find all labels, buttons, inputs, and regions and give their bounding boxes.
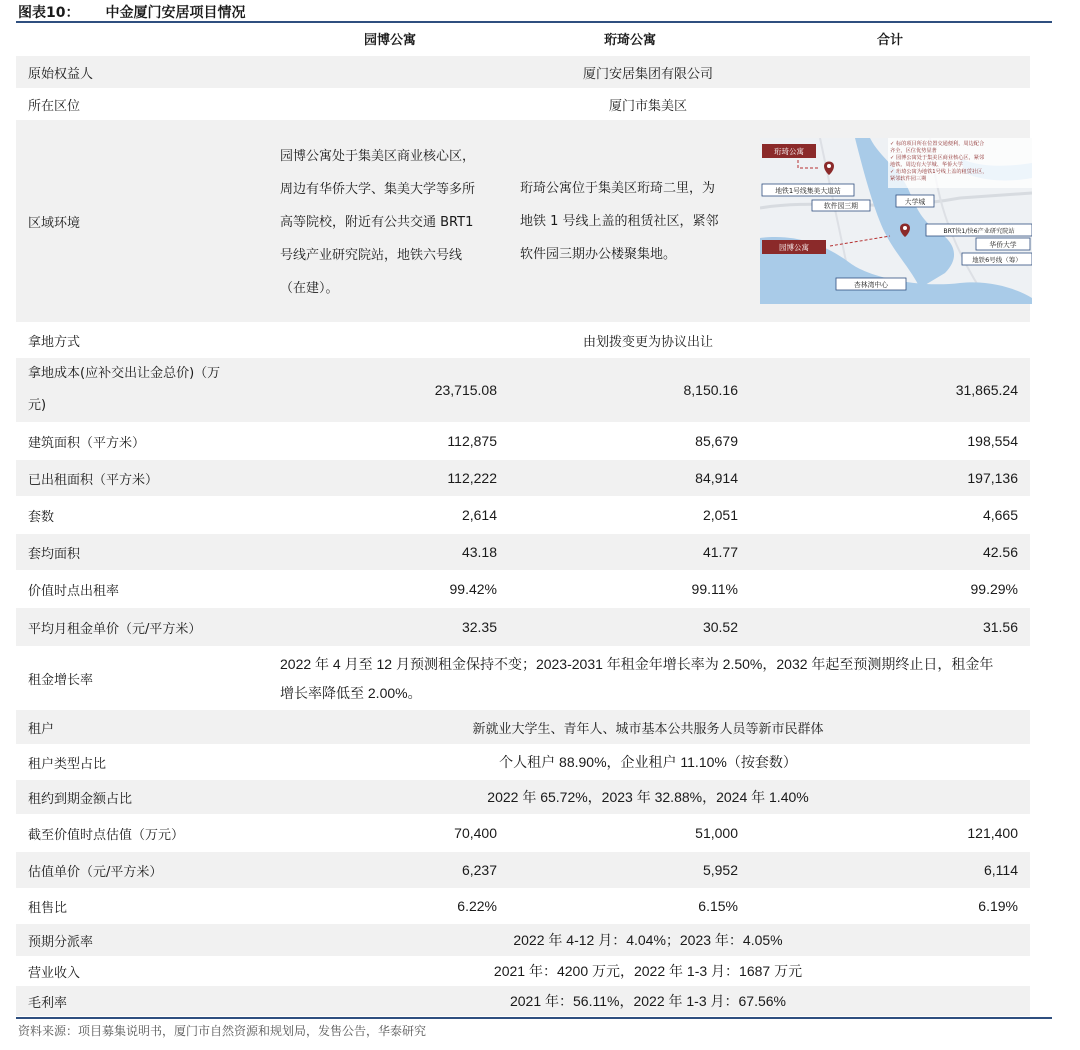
- desc-line: 周边有华侨大学、集美大学等多所: [280, 182, 476, 197]
- row-label: 租约到期金额占比: [28, 791, 133, 807]
- bottom-rule: [16, 1017, 1052, 1019]
- cell-yuanbo: 2,614: [461, 507, 497, 523]
- col-header-hengqi: 珩琦公寓: [603, 33, 656, 48]
- location-map: [760, 138, 1032, 304]
- rent-growth-line2: 增长率降低至 2.00%。: [280, 685, 422, 701]
- cell-hengqi: 99.11%: [691, 581, 738, 597]
- table-row-avg-rent: [16, 608, 1030, 646]
- table-row-rent-sale-ratio: [16, 888, 1030, 924]
- desc-line: 珩琦公寓位于集美区珩琦二里，为: [520, 181, 716, 196]
- cell-yuanbo: 32.35: [461, 619, 497, 635]
- table-row-land-method: [16, 322, 1030, 358]
- row-label: 预期分派率: [28, 934, 94, 950]
- table-row-tenants: [16, 710, 1030, 744]
- yuanbo-description: [280, 140, 510, 305]
- cell-total: 31,865.24: [955, 382, 1018, 398]
- cell-total: 31.56: [982, 619, 1018, 635]
- row-value: 2021 年：4200 万元，2022 年 1-3 月：1687 万元: [493, 963, 803, 979]
- table-row-avg-unit-area: [16, 534, 1030, 570]
- cell-hengqi: 85,679: [695, 433, 738, 449]
- col-header-yuanbo: 园博公寓: [363, 33, 416, 48]
- table-row-district: [16, 88, 1030, 120]
- map-label-yuanbo: 园博公寓: [779, 243, 809, 252]
- cell-yuanbo: 6.22%: [457, 898, 497, 914]
- map-label-xinglin: 杏林湾中心: [854, 281, 888, 289]
- desc-line: 软件园三期办公楼聚集地。: [520, 247, 677, 262]
- map-label-software-park: 软件园三期: [824, 202, 858, 210]
- table-row-rent-growth: [16, 646, 1030, 710]
- row-label: 原始权益人: [28, 66, 94, 82]
- hengqi-description: [520, 172, 750, 271]
- row-label: 租金增长率: [28, 672, 94, 688]
- cell-total: 197,136: [967, 470, 1018, 486]
- row-value: 2021 年：56.11%，2022 年 1-3 月：67.56%: [509, 993, 786, 1009]
- row-value: 厦门市集美区: [608, 98, 687, 114]
- row-label: 价值时点出租率: [28, 583, 120, 599]
- desc-line: 高等院校，附近有公共交通 BRT1: [280, 215, 474, 230]
- row-label: 营业收入: [28, 965, 81, 981]
- table-row-land-cost: [16, 358, 1030, 422]
- table-row-units: [16, 496, 1030, 534]
- map-label-brt: BRT快1/快6产业研究院站: [943, 228, 1015, 235]
- col-header-total: 合计: [876, 33, 903, 48]
- row-label: 建筑面积（平方米）: [28, 435, 146, 451]
- cell-yuanbo: 112,875: [447, 433, 497, 449]
- table-row-occupancy: [16, 570, 1030, 608]
- cell-hengqi: 5,952: [702, 862, 738, 878]
- row-value: 个人租户 88.90%，企业租户 11.10%（按套数）: [499, 754, 797, 770]
- row-label-line2: 元): [28, 398, 47, 413]
- desc-line: 地铁 1 号线上盖的租赁社区，紧邻: [520, 214, 719, 229]
- map-label-university-town: 大学城: [904, 198, 926, 206]
- cell-total: 6,114: [984, 862, 1018, 878]
- cell-yuanbo: 43.18: [461, 544, 497, 560]
- table-row-lease-expiry: [16, 780, 1030, 814]
- rent-growth-line1: 2022 年 4 月至 12 月预测租金保持不变；2023-2031 年租金年增长率为 2.50%，2032 年起至预测期终止日，租金年: [280, 656, 994, 672]
- top-rule: [16, 21, 1052, 23]
- cell-hengqi: 30.52: [702, 619, 738, 635]
- row-label: 套数: [28, 509, 55, 525]
- row-label: 估值单价（元/平方米）: [28, 864, 163, 880]
- cell-total: 99.29%: [970, 581, 1018, 597]
- table-row-revenue: [16, 956, 1030, 986]
- row-label: 拿地方式: [28, 334, 81, 350]
- desc-line: （在建）。: [280, 281, 339, 296]
- figure-title-text: 中金厦门安居项目情况: [105, 5, 246, 21]
- cell-hengqi: 8,150.16: [683, 382, 738, 398]
- map-label-hengqi: 珩琦公寓: [774, 147, 804, 156]
- cell-total: 198,554: [967, 433, 1018, 449]
- row-label: 区域环境: [28, 215, 81, 231]
- row-label: 套均面积: [28, 546, 81, 562]
- map-label-metro6: 地铁6号线（筹）: [972, 256, 1022, 264]
- table-row-tenant-type: [16, 744, 1030, 780]
- cell-yuanbo: 112,222: [447, 470, 497, 486]
- row-value: 2022 年 65.72%，2023 年 32.88%，2024 年 1.40%: [487, 789, 809, 805]
- row-label: 毛利率: [28, 995, 68, 1011]
- cell-total: 42.56: [982, 544, 1018, 560]
- table-row-original-owner: [16, 56, 1030, 88]
- cell-hengqi: 6.15%: [698, 898, 738, 914]
- row-value: 2022 年 4-12 月：4.04%；2023 年：4.05%: [513, 932, 783, 948]
- desc-line: 园博公寓处于集美区商业核心区，: [280, 149, 476, 164]
- row-value: 厦门安居集团有限公司: [582, 66, 713, 82]
- table-row-building-area: [16, 422, 1030, 460]
- cell-hengqi: 51,000: [695, 825, 738, 841]
- table-row-unit-valuation: [16, 852, 1030, 888]
- row-label: 截至价值时点估值（万元）: [28, 827, 185, 843]
- desc-line: 号线产业研究院站，地铁六号线: [280, 248, 463, 263]
- cell-total: 4,665: [982, 507, 1018, 523]
- map-notes: ✓ 标的项目所在位置交通便利，周边配合 齐全，区位优势显著 ✓ 园博公寓处于集美区商业核心区，紧邻 地铁、周边有大学城、华侨大学 ✓ 珩琦公寓为地铁1号线上盖的租赁社区， 紧邻软件园三期: [890, 141, 988, 182]
- map-label-huaqiao: 华侨大学: [989, 241, 1017, 249]
- table-row-distribution: [16, 924, 1030, 956]
- cell-yuanbo: 23,715.08: [434, 382, 497, 398]
- row-label: 租户: [28, 721, 55, 737]
- cell-hengqi: 84,914: [695, 470, 738, 486]
- table-row-leased-area: [16, 460, 1030, 496]
- cell-yuanbo: 70,400: [454, 825, 497, 841]
- table-row-valuation: [16, 814, 1030, 852]
- row-label: 已出租面积（平方米）: [28, 472, 159, 488]
- row-label: 平均月租金单价（元/平方米）: [28, 621, 202, 637]
- cell-yuanbo: 99.42%: [449, 581, 497, 597]
- cell-hengqi: 41.77: [702, 544, 738, 560]
- row-label: 所在区位: [28, 98, 81, 114]
- cell-hengqi: 2,051: [702, 507, 738, 523]
- row-label: 租户类型占比: [28, 756, 107, 772]
- source-note: 资料来源：项目募集说明书，厦门市自然资源和规划局，发售公告，华泰研究: [18, 1024, 427, 1038]
- map-label-metro1: 地铁1号线集美大道站: [775, 187, 841, 195]
- table-row-gross-margin: [16, 986, 1030, 1016]
- row-value: 由划拨变更为协议出让: [582, 334, 713, 350]
- cell-total: 121,400: [967, 825, 1018, 841]
- row-label: 租售比: [28, 900, 68, 916]
- figure-label: 图表10：: [18, 5, 80, 21]
- cell-yuanbo: 6,237: [461, 862, 497, 878]
- row-label-line1: 拿地成本(应补交出让金总价)（万: [28, 366, 221, 381]
- figure-title: [18, 2, 245, 22]
- row-value: 新就业大学生、青年人、城市基本公共服务人员等新市民群体: [472, 721, 824, 737]
- cell-total: 6.19%: [978, 898, 1018, 914]
